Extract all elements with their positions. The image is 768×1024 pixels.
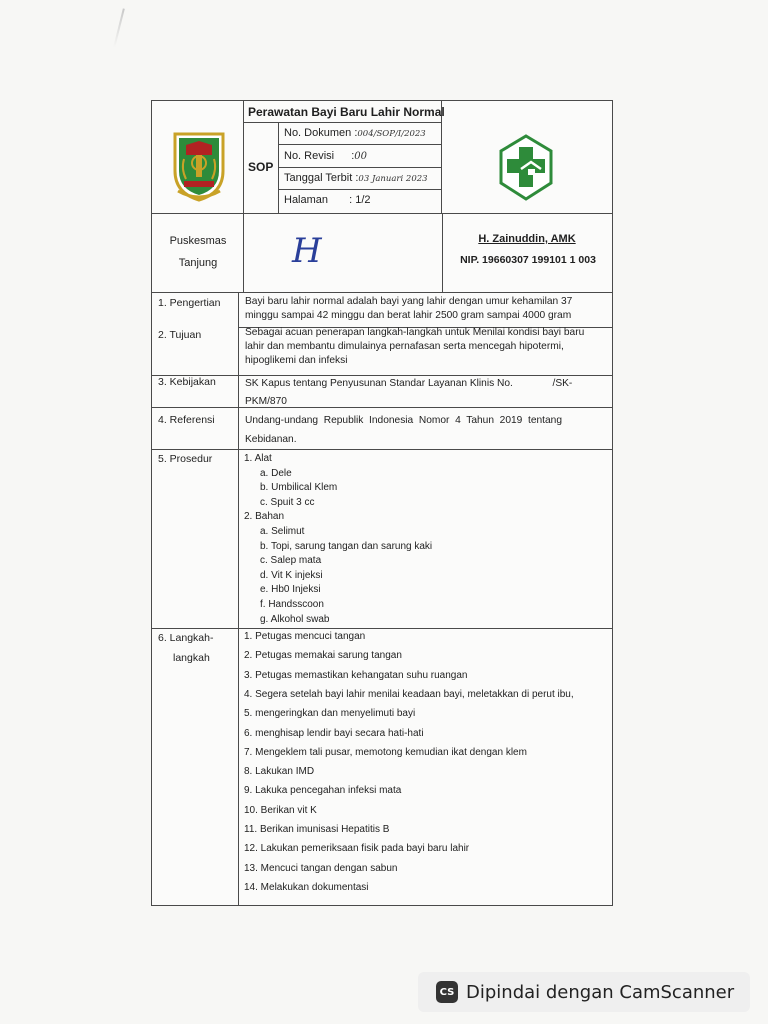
field-no-revisi — [284, 150, 367, 162]
text-line: Sebagai acuan penerapan langkah-langkah untuk Menilai kondisi bayi baru — [245, 327, 585, 338]
document-title: Perawatan Bayi Baru Lahir Normal — [248, 105, 445, 119]
langkah-step: 6. menghisap lendir bayi secara hati-hati — [244, 727, 424, 739]
row-text-pengertian — [245, 295, 607, 323]
camscanner-text: Dipindai dengan CamScanner — [466, 981, 735, 1003]
row-label-kebijakan: 3. Kebijakan — [158, 376, 216, 388]
field-label: No. Dokumen — [284, 127, 352, 139]
row-label-referensi: 4. Referensi — [158, 414, 215, 426]
grid-line — [279, 144, 441, 145]
prosedur-item: a. Selimut — [260, 526, 305, 537]
puskesmas-logo — [497, 133, 555, 203]
langkah-step: 1. Petugas mencuci tangan — [244, 631, 366, 642]
org-name-line2: Tanjung — [178, 257, 218, 269]
header-center-block — [243, 101, 445, 213]
signer-nip: NIP. 19660307 199101 1 003 — [460, 254, 596, 266]
prosedur-item: b. Topi, sarung tangan dan sarung kaki — [260, 540, 433, 552]
field-value-handwritten: 00 — [354, 151, 367, 162]
langkah-step: 13. Mencuci tangan dengan sabun — [244, 862, 398, 874]
prosedur-item: a. Dele — [260, 467, 292, 479]
camscanner-icon: CS — [436, 981, 458, 1003]
langkah-step: 10. Berikan vit K — [244, 804, 317, 816]
grid-line — [279, 189, 441, 190]
sop-document — [151, 100, 613, 906]
text-line: PKM/870 — [245, 396, 287, 407]
scan-edge-mark — [113, 8, 125, 47]
langkah-step: 3. Petugas memastikan kehangatan suhu ruangan — [244, 669, 468, 681]
field-halaman — [284, 194, 371, 206]
grid-line — [152, 213, 612, 214]
field-tanggal-terbit — [284, 172, 428, 184]
prosedur-item: c. Spuit 3 cc — [260, 496, 315, 508]
grid-line — [442, 213, 443, 292]
text-line: SK Kapus tentang Penyusunan Standar Layanan Klinis No. /SK- — [245, 378, 573, 389]
prosedur-item: g. Alkohol swab — [260, 613, 330, 625]
field-label: Halaman — [284, 194, 329, 206]
grid-line — [244, 122, 441, 123]
field-label: No. Revisi — [284, 150, 335, 162]
langkah-step: 2. Petugas memakai sarung tangan — [244, 650, 402, 662]
prosedur-item: d. Vit K injeksi — [260, 569, 323, 581]
prosedur-item: 2. Bahan — [244, 511, 285, 523]
row-text-kebijakan — [245, 375, 607, 411]
prosedur-item: f. Handsscoon — [260, 599, 324, 610]
prosedur-item: 1. Alat — [244, 453, 272, 464]
grid-line — [152, 628, 612, 629]
field-sep: : — [355, 172, 359, 184]
langkah-step: 11. Berikan imunisasi Hepatitis B — [244, 824, 390, 835]
row-label-prosedur: 5. Prosedur — [158, 453, 213, 465]
field-sep: : — [351, 150, 355, 162]
text-line: Kebidanan. — [245, 434, 297, 445]
signature: H — [292, 231, 322, 271]
langkah-list — [244, 631, 604, 903]
grid-line — [243, 213, 244, 292]
prosedur-item: c. Salep mata — [260, 555, 322, 567]
prosedur-item: e. Hb0 Injeksi — [260, 584, 321, 596]
field-value-handwritten: 004/SOP/I/2023 — [357, 129, 426, 139]
field-sep: : — [354, 127, 358, 139]
grid-line — [279, 167, 441, 168]
sop-label: SOP — [248, 160, 274, 174]
signer-name: H. Zainuddin, AMK — [478, 233, 576, 245]
grid-line — [152, 292, 612, 293]
text-line: minggu sampai 42 minggu dan berat lahir 2500 gram sampai 4000 gram — [245, 310, 572, 321]
row-label-tujuan: 2. Tujuan — [158, 329, 202, 341]
text-line: Undang-undang Republik Indonesia Nomor 4 Tahun 2019 tentang — [245, 415, 562, 426]
field-no-dokumen — [284, 127, 426, 139]
field-value: 1/2 — [355, 194, 371, 206]
langkah-step: 9. Lakuka pencegahan infeksi mata — [244, 785, 402, 797]
row-label-pengertian: 1. Pengertian — [158, 297, 221, 309]
langkah-step: 7. Mengeklem tali pusar, memotong kemudian ikat dengan klem — [244, 746, 527, 758]
row-text-tujuan — [245, 326, 607, 368]
grid-line — [238, 292, 239, 906]
text-line: hipoglikemi dan infeksi — [245, 355, 348, 366]
field-sep: : — [349, 194, 353, 206]
regional-emblem-logo — [170, 131, 228, 203]
org-name-line1: Puskesmas — [169, 235, 227, 247]
text-line: lahir dan membantu dimulainya pernafasan serta mencegah hipotermi, — [245, 341, 564, 352]
row-label-langkah-2: langkah — [173, 652, 210, 664]
prosedur-item: b. Umbilical Klem — [260, 482, 338, 494]
grid-line — [152, 449, 612, 450]
langkah-step: 5. mengeringkan dan menyelimuti bayi — [244, 708, 416, 720]
text-line: Bayi baru lahir normal adalah bayi yang lahir dengan umur kehamilan 37 — [245, 296, 573, 307]
langkah-step: 12. Lakukan pemeriksaan fisik pada bayi baru lahir — [244, 843, 470, 855]
camscanner-badge — [418, 972, 750, 1012]
langkah-step: 8. Lakukan IMD — [244, 766, 315, 778]
field-value-handwritten: 03 Januari 2023 — [358, 174, 428, 184]
prosedur-list — [244, 453, 604, 625]
langkah-step: 4. Segera setelah bayi lahir menilai keadaan bayi, meletakkan di perut ibu, — [244, 688, 574, 700]
langkah-step: 14. Melakukan dokumentasi — [244, 881, 369, 893]
row-text-referensi — [245, 411, 607, 449]
field-label: Tanggal Terbit — [284, 172, 353, 184]
row-label-langkah-1: 6. Langkah- — [158, 632, 214, 644]
